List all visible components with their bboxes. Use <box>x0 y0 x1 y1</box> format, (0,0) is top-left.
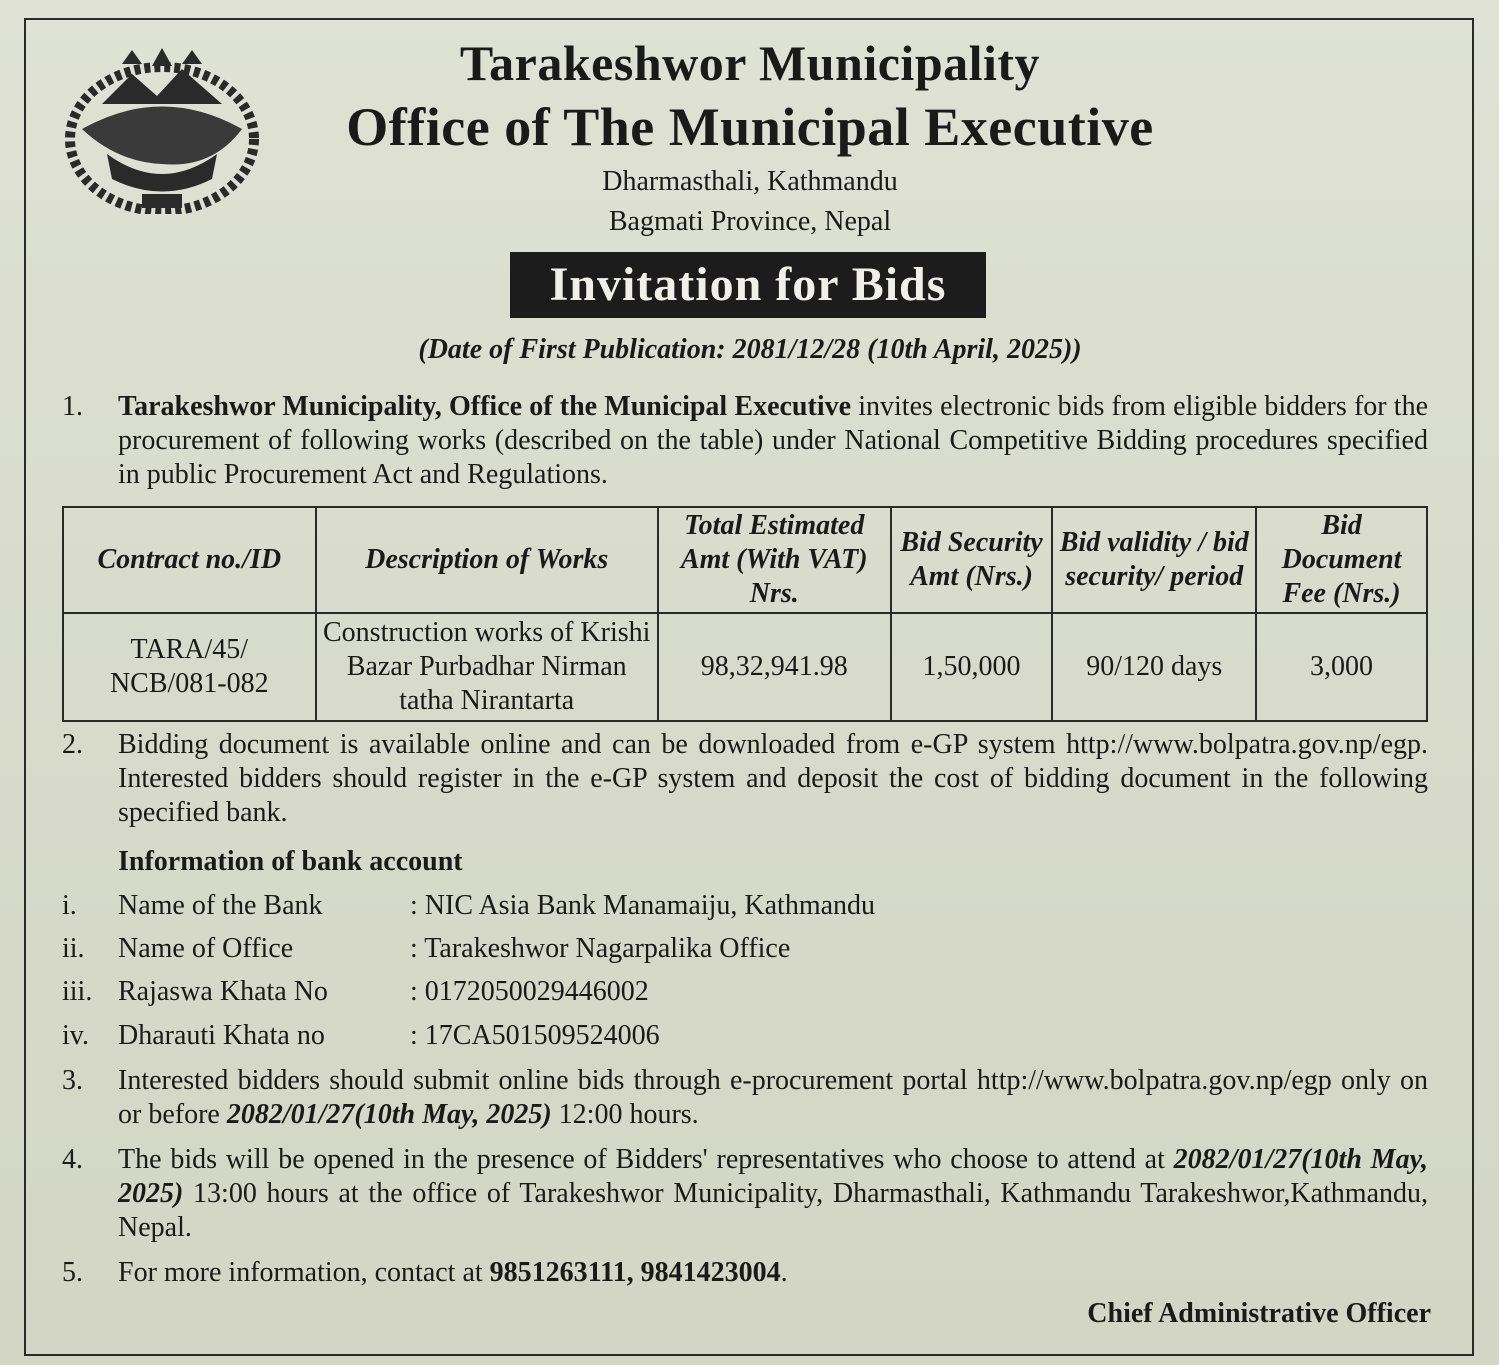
clause-2-text: Bidding document is available online and can be downloaded from e-GP system http://www.bolpatra.gov.np/egp. Interested bidders should register in the e-GP system and deposit the cost of bidding document in the following specified bank. <box>118 729 1428 828</box>
clause-1-body: invites electronic bids from eligible bidders for the procurement of following works (described on the table) under National Competitive Bidding procedures specified in public Procurement Act and Regulations. <box>118 391 1428 490</box>
clause-5-end: . <box>780 1257 788 1288</box>
clause-2-number: 2. <box>62 729 83 760</box>
clause-1-org: Tarakeshwor Municipality, Office of the Municipal Executive <box>118 391 852 422</box>
bank-row-value: : Tarakeshwor Nagarpalika Office <box>410 933 791 964</box>
clause-3-body: Interested bidders should submit online bids through e-procurement portal http://www.bolpatra.gov.np/egp only on or before <box>118 1065 1428 1130</box>
bank-row-number: i. <box>62 890 77 921</box>
bank-row-value: : 0172050029446002 <box>410 976 649 1007</box>
bank-row-value: : 17CA501509524006 <box>410 1020 660 1051</box>
office-name: Office of The Municipal Executive <box>346 97 1154 157</box>
opening-date: 2082/01/27(10th May, 2025) <box>118 1144 1428 1209</box>
bank-row-label: Dharauti Khata no <box>118 1020 325 1051</box>
header-estimated-amount: Total Estimated Amt (With VAT) Nrs. <box>658 507 891 613</box>
cell-estimated-amount: 98,32,941.98 <box>658 613 891 721</box>
cell-validity: 90/120 days <box>1052 613 1256 721</box>
clause-4-number: 4. <box>62 1144 83 1175</box>
header-description: Description of Works <box>316 507 658 613</box>
bid-table <box>62 506 1428 722</box>
bank-row <box>0 929 1499 969</box>
bank-row-value: : NIC Asia Bank Manamaiju, Kathmandu <box>410 890 876 921</box>
signoff: Chief Administrative Officer <box>1087 1298 1431 1329</box>
cell-bid-security: 1,50,000 <box>891 613 1053 721</box>
clause-1-number: 1. <box>62 391 83 422</box>
bank-row-label: Name of Office <box>118 933 294 964</box>
bank-row-number: ii. <box>62 933 85 964</box>
notice-title: Invitation for Bids <box>510 252 986 318</box>
clause-3-number: 3. <box>62 1065 83 1096</box>
bank-row <box>0 1016 1499 1056</box>
bank-row-label: Name of the Bank <box>118 890 323 921</box>
bank-row-number: iii. <box>62 976 93 1007</box>
contact-phones: 9851263111, 9841423004 <box>489 1257 781 1288</box>
header-document-fee: Bid Document Fee (Nrs.) <box>1256 507 1427 613</box>
header-contract-id: Contract no./ID <box>63 507 316 613</box>
cell-document-fee: 3,000 <box>1256 613 1427 721</box>
clause-4-location: 13:00 hours at the office of Tarakeshwor Municipality, Dharmasthali, Kathmandu Tarakeshwor,Kathmandu, Nepal. <box>118 1178 1428 1243</box>
publication-date: (Date of First Publication: 2081/12/28 (10th April, 2025)) <box>418 334 1082 365</box>
clause-3-text <box>118 1064 1428 1132</box>
clause-3-time: 12:00 hours. <box>551 1099 699 1130</box>
submission-deadline: 2082/01/27(10th May, 2025) <box>226 1099 552 1130</box>
municipality-name: Tarakeshwor Municipality <box>459 35 1041 91</box>
bank-row-label: Rajaswa Khata No <box>118 976 328 1007</box>
bank-row-number: iv. <box>62 1020 89 1051</box>
bank-row <box>0 886 1499 926</box>
clause-4-body: The bids will be opened in the presence of Bidders' representatives who choose to attend at <box>118 1144 1174 1175</box>
bank-info-heading: Information of bank account <box>118 846 463 877</box>
header-bid-security: Bid Security Amt (Nrs.) <box>891 507 1053 613</box>
clause-5-body: For more information, contact at <box>118 1257 490 1288</box>
table-header-row <box>63 507 1427 613</box>
bank-row <box>0 972 1499 1012</box>
address-line-2: Bagmati Province, Nepal <box>608 206 892 237</box>
clause-4-text <box>118 1143 1428 1245</box>
government-emblem-icon <box>62 44 262 214</box>
clause-1-text <box>118 390 1428 492</box>
clause-5-text <box>118 1256 1428 1290</box>
table-row <box>63 613 1427 721</box>
header-validity: Bid validity / bid security/ period <box>1052 507 1256 613</box>
cell-contract-id: TARA/45/ NCB/081-082 <box>63 613 316 721</box>
cell-description: Construction works of Krishi Bazar Purbadhar Nirman tatha Nirantarta <box>316 613 658 721</box>
clause-5-number: 5. <box>62 1257 83 1288</box>
address-line-1: Dharmasthali, Kathmandu <box>602 166 898 197</box>
